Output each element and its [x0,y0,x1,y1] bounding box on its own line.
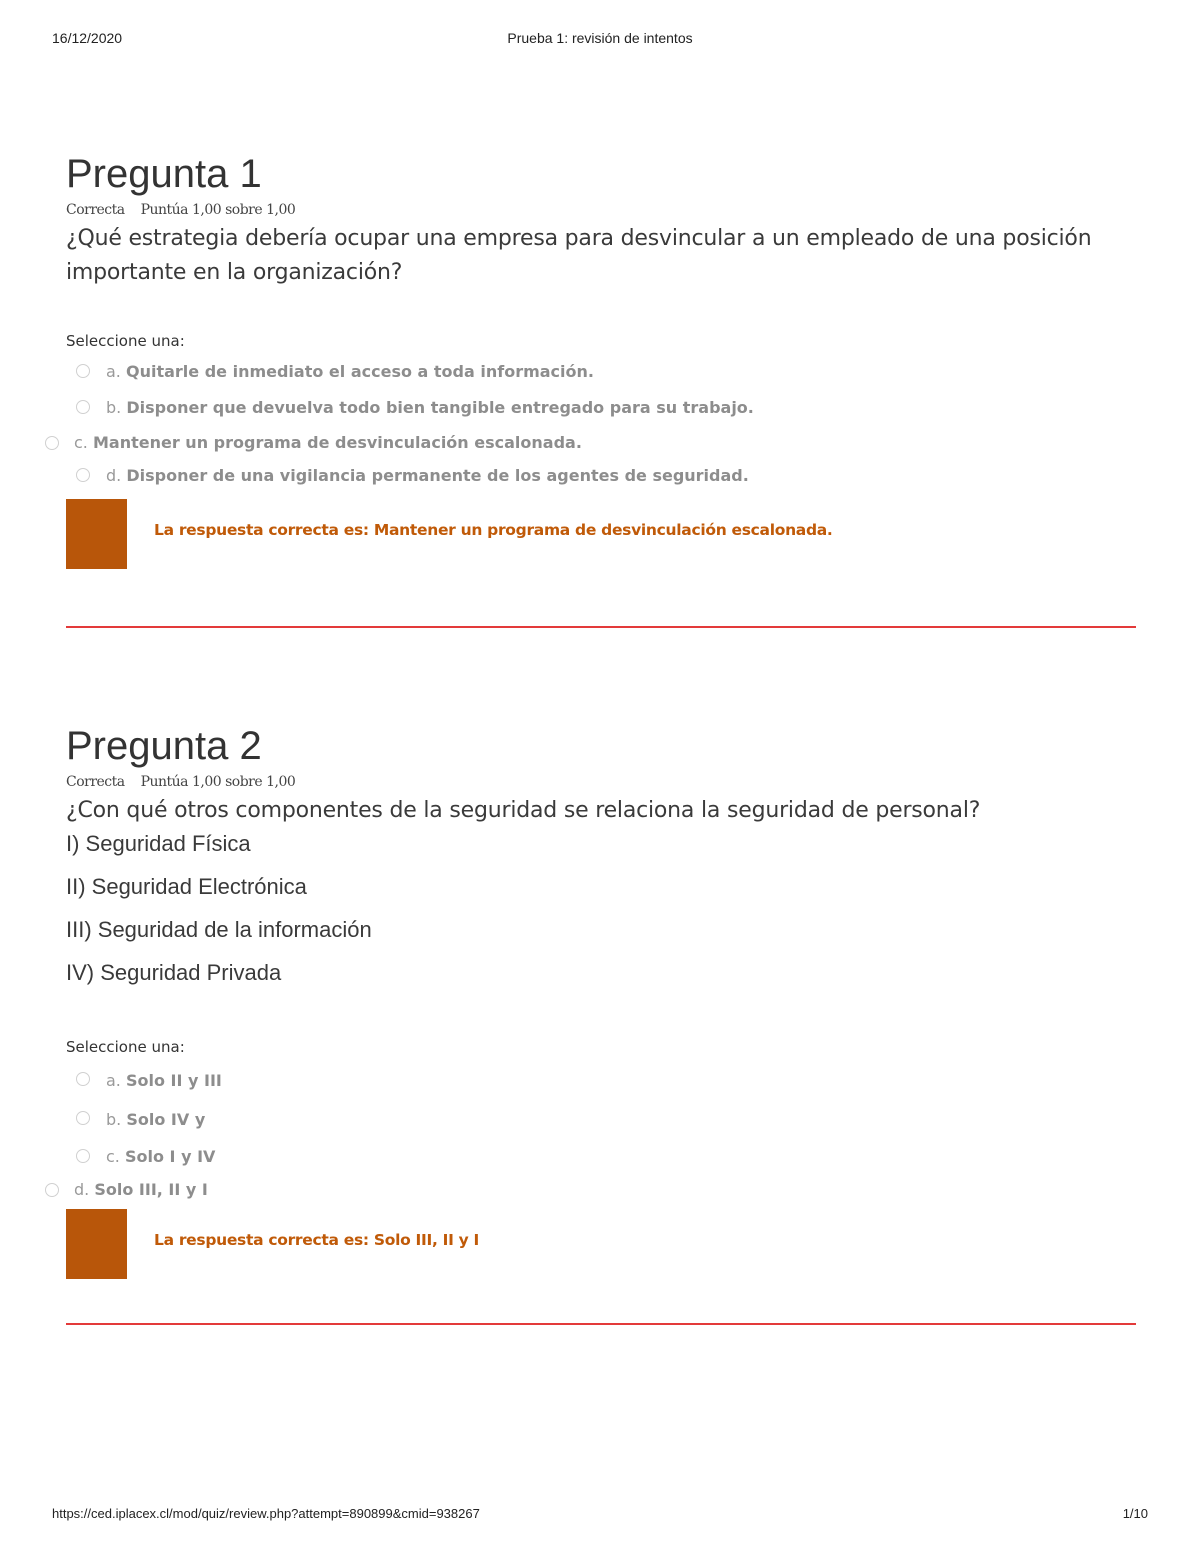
radio-button[interactable] [76,468,90,482]
option-letter: c. [106,1147,120,1166]
option-letter: c. [74,433,88,452]
feedback-box [66,1209,1136,1279]
question-divider [66,626,1136,628]
select-prompt: Seleccione una: [66,1038,185,1056]
answer-option-c[interactable] [66,426,1136,460]
question-item: I) Seguridad Física [66,831,251,856]
print-page-title: Prueba 1: revisión de intentos [507,30,693,46]
radio-button[interactable] [76,400,90,414]
question-info [66,774,1136,792]
question-state: Correcta [66,774,125,790]
answer-option-a[interactable] [66,1061,1136,1100]
feedback-flag [66,1209,127,1279]
answer-option-a[interactable] [66,354,1136,390]
option-text: Mantener un programa de desvinculación escalonada. [92,433,582,452]
option-text: Quitarle de inmediato el acceso a toda información. [125,362,594,381]
question-info [66,202,1136,220]
option-text: Solo I y IV [124,1147,216,1166]
print-page-number: 1/10 [1122,1506,1148,1521]
radio-button[interactable] [76,1072,90,1086]
answer-option-b[interactable] [66,390,1136,426]
option-letter: d. [106,466,122,485]
question-grade: Puntúa 1,00 sobre 1,00 [140,202,296,218]
option-text: Solo III, II y I [94,1180,208,1199]
print-url: https://ced.iplacex.cl/mod/quiz/review.php?attempt=890899&cmid=938267 [52,1506,480,1521]
question-title: Pregunta 1 [66,152,262,196]
answer-options [66,1061,1136,1205]
question-2 [66,724,1136,1279]
radio-button[interactable] [76,1111,90,1125]
answer-options [66,354,1136,492]
question-text: ¿Qué estrategia debería ocupar una empresa para desvincular a un empleado de una posición importante en la organización? [66,226,1092,285]
question-item: IV) Seguridad Privada [66,960,282,985]
option-text: Solo IV y [126,1110,206,1129]
option-text: Disponer de una vigilancia permanente de los agentes de seguridad. [126,466,749,485]
question-title: Pregunta 2 [66,724,262,768]
question-text: ¿Con qué otros componentes de la seguridad se relaciona la seguridad de personal? [66,798,981,823]
print-date: 16/12/2020 [52,30,123,46]
option-letter: d. [74,1180,90,1199]
answer-option-c[interactable] [66,1139,1136,1175]
answer-option-d[interactable] [66,1175,1136,1205]
select-prompt: Seleccione una: [66,332,185,350]
feedback-box [66,499,1136,569]
answer-option-b[interactable] [66,1100,1136,1139]
right-answer-text: La respuesta correcta es: Solo III, II y I [154,1231,480,1249]
option-letter: a. [106,1071,121,1090]
radio-button[interactable] [76,364,90,378]
option-letter: b. [106,398,122,417]
option-letter: a. [106,362,121,381]
right-answer-text: La respuesta correcta es: Mantener un programa de desvinculación escalonada. [154,521,833,539]
option-text: Solo II y III [125,1071,222,1090]
question-item: II) Seguridad Electrónica [66,874,307,899]
question-state: Correcta [66,202,125,218]
option-letter: b. [106,1110,122,1129]
question-grade: Puntúa 1,00 sobre 1,00 [140,774,296,790]
feedback-flag [66,499,127,569]
question-items [66,822,1136,994]
radio-button-selected[interactable] [45,1183,59,1197]
option-text: Disponer que devuelva todo bien tangible entregado para su trabajo. [126,398,754,417]
radio-button-selected[interactable] [45,436,59,450]
radio-button[interactable] [76,1149,90,1163]
question-1 [66,152,1136,569]
question-item: III) Seguridad de la información [66,917,372,942]
answer-option-d[interactable] [66,460,1136,492]
question-divider [66,1323,1136,1325]
